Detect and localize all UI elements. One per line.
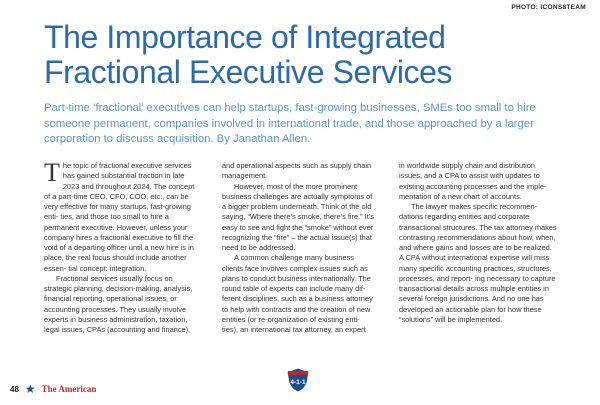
article-title: The Importance of Integrated Fractional Executive Services (44, 19, 453, 90)
paragraph: in worldwide supply chain and distribution issues, and a CPA to assist with updates to existing accounting processes and the imple- mentation of a new chart of accounts. (399, 161, 547, 201)
drop-cap: T (44, 158, 60, 187)
column-2 (222, 161, 376, 335)
paragraph: and operational aspects such as supply chain management. (222, 161, 372, 181)
paragraph: A common challenge many business clients face involves complex issues such as plans to conduct business internationally. The round table of experts can include many dif- ferent disciplines, such as a business attorney to help with contracts and the creation of new entities (or re-organization of existing enti- ties), an international tax attorney, an expert (222, 253, 373, 334)
column-3 (399, 161, 557, 325)
shield-label: 4-1-1 (290, 379, 306, 386)
paragraph: However, most of the more prominent business challenges are actually symptoms of a bigger problem underneath. Think of the old saying, “Where there’s smoke, there’s fire.” It’s easy to see and fight the “smoke” without ever recognizing the “fire” – the actual issue(s) that need to be addressed. (222, 181, 374, 252)
photo-credit: PHOTO: ICONS8TEAM (511, 4, 586, 11)
article-deck: Part-time ‘fractional’ executives can help startups, fast-growing businesses, SMEs too small to hire someone permanent, companies involved in international trade, and those approached by a larger corporation to discuss acquisition. By Janathan Allen. (44, 102, 536, 145)
star-icon: ★ (24, 382, 36, 396)
page-footer (10, 383, 96, 395)
publication-name: The American (41, 384, 97, 394)
page-number: 48 (10, 384, 19, 394)
paragraph-text: he topic of fractional executive services has gained substantial traction in late 2023 and throughout 2024. The concept of a part-time CEO, CFO, COO, etc., can be very effective for many startups, fast-growing enti- ties, and those too small to hire a permanent executive. However, unless your company hires a fractional executive to fill the void of a departing officer until a new hire is in place, the real focus should include another essen- tial concept: integration. (44, 161, 195, 273)
column-1 (44, 158, 200, 335)
paragraph: The lawyer makes specific recommen- dations regarding entities and corporate transactional structures. The tax attorney makes contrasting recommendations about how, when, and where gains and losses are to be realized. A CPA without international expertise will miss many specific accounting practices, structures, processes, and report- ing necessary to capture transactional details across multiple entities in several foreign jurisdictions. And no one has developed an actionable plan for how these “solutions” will be implemented. (399, 202, 557, 324)
paragraph (44, 158, 200, 274)
shield-logo-icon (285, 367, 311, 393)
paragraph: Fractional services usually focus on strategic planning, decision-making, analysis, financial reporting, operational issues, or accounting processes. They usually involve experts in business administration, taxation, legal issues, CPAs (accounting and finance), (44, 273, 193, 334)
